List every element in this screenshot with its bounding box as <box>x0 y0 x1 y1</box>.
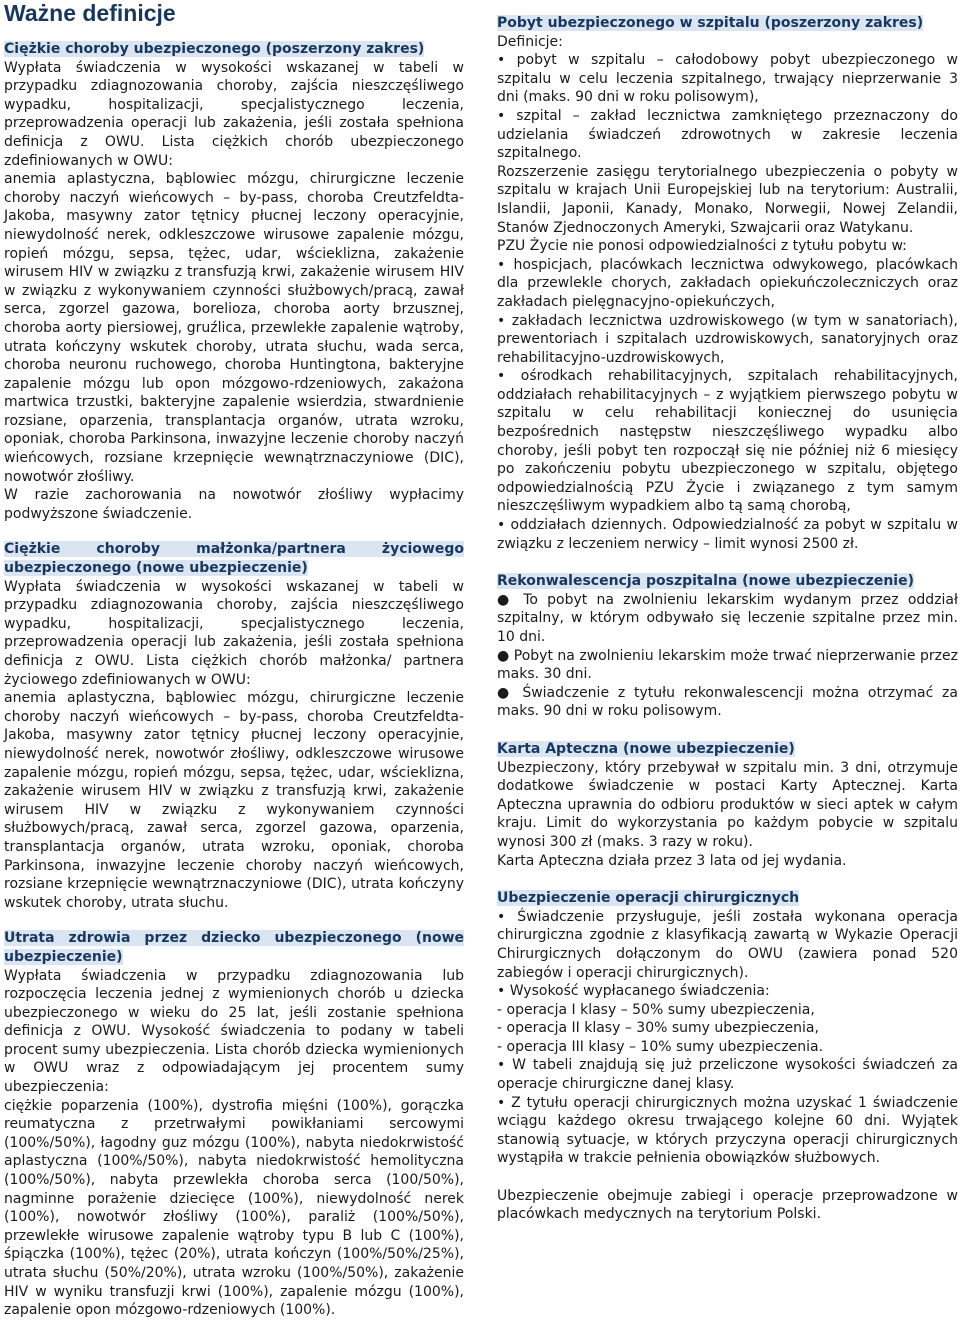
paragraph: Rozszerzenie zasięgu terytorialnego ubezpieczenia o pobyty w szpitalu w krajach Unii Europejskiej lub na terytorium: Australii, Islandii, Japonii, Kanady, Monako, Norwegii, Nowej Zelandii, Stanów Zjednoczonych Ameryki, Szwajcarii oraz Watykanu. <box>497 163 958 236</box>
section-critical-illness-spouse <box>4 540 464 912</box>
list-item: • Wysokość wypłacanego świadczenia: <box>497 983 770 1000</box>
paragraph: Definicje: <box>497 33 563 50</box>
list-item: • szpital – zakład lecznictwa zamkniętego przeznaczony do udzielania świadczeń zdrowotnych w zakresie leczenia szpitalnego. <box>497 107 958 162</box>
paragraph: Wypłata świadczenia w wysokości wskazanej w tabeli w przypadku zdiagnozowania choroby, zajścia nieszczęśliwego wypadku, hospitalizacji, specjalistycznego leczenia, przeprowadzenia operacji lub zakażenia, jeśli została spełniona definicja z OWU. Lista ciężkich chorób ubezpieczonego zdefiniowanych w OWU: <box>4 59 464 169</box>
paragraph: PZU Życie nie ponosi odpowiedzialności z tytułu pobytu w: <box>497 238 907 255</box>
section-hospital-stay <box>497 14 958 553</box>
section-child-health-loss <box>4 929 464 1319</box>
paragraph: Wypłata świadczenia w wysokości wskazanej w tabeli w przypadku zdiagnozowania choroby, zajścia nieszczęśliwego wypadku, hospitalizacji, specjalistycznego leczenia, przeprowadzenia operacji lub zakażenia, jeśli została spełniona definicja z OWU. Lista ciężkich chorób małżonka/ partnera życiowego zdefiniowanych w OWU: <box>4 578 464 688</box>
section-heading: Ubezpieczenie operacji chirurgicznych <box>497 890 800 907</box>
list-item: • pobyt w szpitalu – całodobowy pobyt ubezpieczonego w szpitalu w celu leczenia szpitalnego, trwający nieprzerwanie 3 dni (maks. 90 dni w roku polisowym), <box>497 52 958 106</box>
list-item: - operacja II klasy – 30% sumy ubezpieczenia, <box>497 1020 819 1037</box>
list-item: ● Świadczenie z tytułu rekonwalescencji można otrzymać za maks. 90 dni w roku polisowym. <box>497 684 958 720</box>
section-pharmacy-card <box>497 740 958 870</box>
section-heading: Karta Apteczna (nowe ubezpieczenie) <box>497 740 795 757</box>
paragraph: Karta Apteczna działa przez 3 lata od jej wydania. <box>497 852 847 869</box>
illness-list: anemia aplastyczna, bąblowiec mózgu, chirurgiczne leczenie choroby naczyń wieńcowych – by-pass, choroba Creutzfeldta-Jakoba, masywny zator tętnicy płucnej leczony operacyjnie, niewydolność nerek, nowotwór złośliwy, odkleszczowe wirusowe zapalenie mózgu, ropień mózgu, sepsa, tężec, udar, wścieklizna, zakażenie wirusem HIV w związku z transfuzją krwi, zakażenie wirusem HIV w związku z wykonywaniem czynności służbowych/pracą, zawał serca, zgorzel gazowa, oparzenia, transplantacja organów, utrata wzroku, oponiak, choroba Parkinsona, inwazyjne leczenie choroby naczyń wieńcowych, rozsiane krzepnięcie wewnątrznaczyniowe (DIC), utrata kończyny wskutek choroby, utrata słuchu. <box>4 690 464 911</box>
list-item: • Z tytułu operacji chirurgicznych można uzyskać 1 świadczenie wciągu każdego okresu trwającego kolejne 60 dni. Wyjątek stanowią sytuacje, w których przyczyna operacji chirurgicznych wystąpiła w trakcie pełnienia obowiązków służbowych. <box>497 1094 958 1167</box>
section-heading: Ciężkie choroby małżonka/partnera życiowego ubezpieczonego (nowe ubezpieczenie) <box>4 541 464 577</box>
list-item: • zakładach lecznictwa uzdrowiskowego (w tym w sanatoriach), prewentoriach i szpitalach uzdrowiskowych, sanatoryjnych oraz rehabilitacyjno-uzdrowiskowych, <box>497 312 958 366</box>
list-item: • Świadczenie przysługuje, jeśli została wykonana operacja chirurgiczna zgodnie z klasyfikacją zawartą w Wykazie Operacji Chirurgicznych dołączonym do OWU (zawiera ponad 520 zabiegów i operacji chirurgicznych). <box>497 908 958 981</box>
list-item: • ośrodkach rehabilitacyjnych, szpitalach rehabilitacyjnych, oddziałach rehabilitacyjnych – z wyjątkiem pierwszego pobytu w szpitalu w celu rehabilitacji koniecznej do usunięcia bezpośrednich następstw nieszczęśliwego wypadku albo choroby, jeśli pobyt ten rozpoczął się nie później niż 6 miesięcy po zakończeniu pobytu ubezpieczonego w szpitalu, objętego odpowiedzialnością PZU Życie i związanego z tym samym nieszczęśliwym wypadkiem albo tą samą chorobą, <box>497 368 958 515</box>
list-item: • oddziałach dziennych. Odpowiedzialność za pobyt w szpitalu w związku z leczeniem nerwicy – limit wynosi 2500 zł. <box>497 517 958 552</box>
spacer-line <box>497 1168 958 1187</box>
illness-list: anemia aplastyczna, bąblowiec mózgu, chirurgiczne leczenie choroby naczyń wieńcowych – by-pass, choroba Creutzfeldta-Jakoba, masywny zator tętnicy płucnej leczony operacyjnie, niewydolność nerek, odkleszczowe wirusowe zapalenie mózgu, ropień mózgu, sepsa, tężec, udar, wścieklizna, zakażenie wirusem HIV w związku z transfuzją krwi, zakażenie wirusem HIV w związku z wykonywaniem czynności służbowych/pracą, zawał serca, zgorzel gazowa, borelioza, choroba aorty brzusznej, choroba aorty piersiowej, gruźlica, przewlekłe zapalenie wątroby, utrata kończyny wskutek choroby, utrata słuchu, wada serca, choroba neuronu ruchowego, choroba Huntingtona, bakteryjne zapalenie mózgu lub opon mózgowo-rdzeniowych, zakażona martwica trzustki, bakteryjne zapalenie wsierdzia, stwardnienie rozsiane, oparzenia, transplantacja organów, utrata wzroku, oponiak, choroba Parkinsona, inwazyjne leczenie choroby naczyń wieńcowych, rozsiane krzepnięcie wewnątrznaczyniowe (DIC), nowotwór złośliwy. <box>4 171 464 485</box>
list-item: - operacja III klasy – 10% sumy ubezpieczenia. <box>497 1038 824 1055</box>
section-heading: Utrata zdrowia przez dziecko ubezpieczonego (nowe ubezpieczenie) <box>4 930 464 965</box>
section-critical-illness-insured <box>4 40 464 523</box>
paragraph: Wypłata świadczenia w przypadku zdiagnozowania lub rozpoczęcia leczenia jednej z wymienionych chorób u dziecka ubezpieczonego w wieku do 25 lat, jeśli zostanie spełniona definicja z OWU. Wysokość świadczenia to podany w tabeli procent sumy ubezpieczenia. Lista chorób dziecka wymienionych w OWU wraz z odpowiadającym jej procentem sumy ubezpieczenia: <box>4 967 464 1096</box>
illness-list: ciężkie poparzenia (100%), dystrofia mięśni (100%), gorączka reumatyczna z przetrwałymi powikłaniami sercowymi (100%/50%), łagodny guz mózgu (100%), nabyta niedokrwistość aplastyczna (100%/50%), nabyta niedokrwistość hemolityczna (100%/50%), nabyta przewlekła choroba serca (100/50%), nagminne porażenie dziecięce (100%), niewydolność nerek (100%), nowotwór złośliwy (100%), paraliż (100%/50%), przewlekłe wirusowe zapalenie wątroby typu B lub C (100%), śpiączka (100%), tężec (20%), utrata kończyn (100%/50%/25%), utrata słuchu (50%/20%), utrata wzroku (100%/50%), zakażenie HIV w wyniku transfuzji krwi (100%), zapalenie mózgu (100%), zapalenie opon mózgowo-rdzeniowych (100%). <box>4 1097 464 1319</box>
page-title: Ważne definicje <box>4 0 176 26</box>
right-column <box>497 14 958 1224</box>
paragraph: Ubezpieczony, który przebywał w szpitalu min. 3 dni, otrzymuje dodatkowe świadczenie w postaci Karty Aptecznej. Karta Apteczna uprawnia do odbioru produktów w sieci aptek w całym kraju. Limit do wykorzystania po każdym pobycie w szpitalu wynosi 300 zł (maks. 3 razy w roku). <box>497 759 958 850</box>
list-item: • W tabeli znajdują się już przeliczone wysokości świadczeń za operacje chirurgiczne danej klasy. <box>497 1057 958 1093</box>
section-heading: Pobyt ubezpieczonego w szpitalu (poszerzony zakres) <box>497 15 924 31</box>
list-item: • hospicjach, placówkach lecznictwa odwykowego, placówkach dla przewlekle chorych, zakładach opiekuńczoleczniczych oraz zakładach pielęgnacyjno-opiekuńczych, <box>497 256 958 310</box>
section-surgery-insurance <box>497 889 958 1224</box>
left-column <box>4 0 464 1320</box>
paragraph: W razie zachorowania na nowotwór złośliwy wypłacimy podwyższone świadczenie. <box>4 487 464 522</box>
list-item: ● To pobyt na zwolnieniu lekarskim wydanym przez oddział szpitalny, w którym odbywało się leczenie szpitalne przez min. 10 dni. <box>497 591 958 645</box>
paragraph: Ubezpieczenie obejmuje zabiegi i operacje przeprowadzone w placówkach medycznych na terytorium Polski. <box>497 1187 958 1223</box>
section-convalescence <box>497 572 958 721</box>
section-heading: Ciężkie choroby ubezpieczonego (poszerzony zakres) <box>4 41 425 57</box>
list-item: - operacja I klasy – 50% sumy ubezpieczenia, <box>497 1001 815 1018</box>
list-item: ● Pobyt na zwolnieniu lekarskim może trwać nieprzerwanie przez maks. 30 dni. <box>497 647 958 683</box>
section-heading: Rekonwalescencja poszpitalna (nowe ubezpieczenie) <box>497 573 914 590</box>
